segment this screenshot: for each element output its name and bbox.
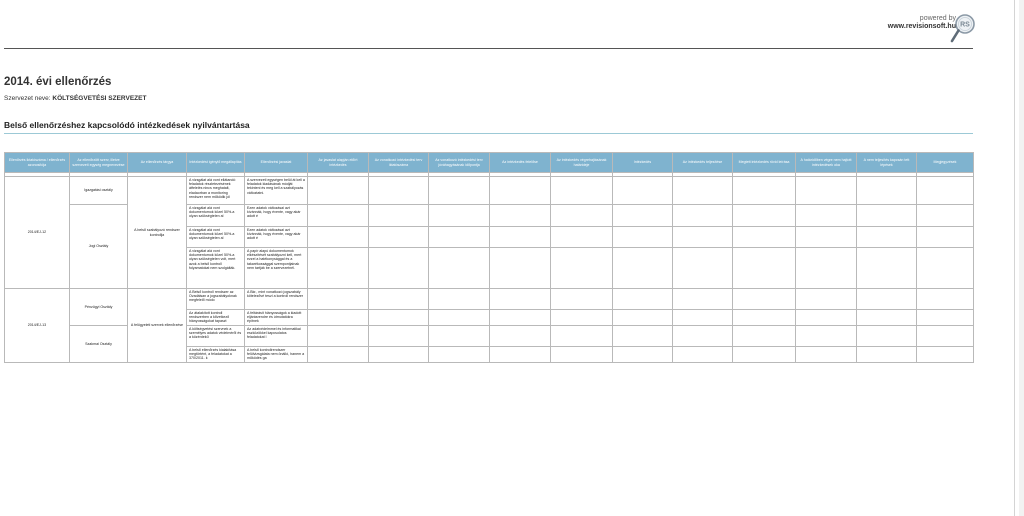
empty-cell [613,289,673,310]
col-header: Intézkedést igénylő megállapítás [187,153,245,173]
empty-cell [917,248,974,289]
powered-by-label: powered by [919,15,956,22]
empty-cell [429,227,490,248]
measures-table [4,152,974,363]
empty-cell [490,227,551,248]
empty-cell [796,347,857,363]
finding-cell: A vizsgálat alá vont dokumentumok közel 50%-a olyan szükségtelen al [187,227,245,248]
empty-cell [857,227,917,248]
empty-cell [733,347,796,363]
empty-cell [733,289,796,310]
col-header: Megtett intézkedés rövid leírása [733,153,796,173]
empty-cell [490,310,551,326]
empty-cell [551,227,613,248]
empty-cell [551,347,613,363]
recommendation-cell: Ezen adatok változásai azt kívánnák, hogy évente, vagy akár adott é [245,205,308,227]
empty-cell [613,326,673,347]
empty-cell [917,347,974,363]
empty-cell [673,248,733,289]
empty-cell [308,205,369,227]
brand-site-link[interactable]: www.revisionsoft.hu [887,23,956,30]
empty-cell [917,205,974,227]
empty-cell [917,289,974,310]
col-header: A nem teljesítés kapcsán tett lépések [857,153,917,173]
empty-cell [673,227,733,248]
col-header: Az intézkedés teljesítése [673,153,733,173]
finding-cell: Az átalakított kontroll rendszerben a kővetkező hiányosságokat tapaszt [187,310,245,326]
empty-cell [733,205,796,227]
col-header: Intézkedés [613,153,673,173]
unit-cell: Szakmai Osztály [70,326,128,363]
empty-cell [857,177,917,205]
empty-cell [857,310,917,326]
empty-cell [796,326,857,347]
page-title: 2014. évi ellenőrzés [4,76,112,88]
empty-cell [733,326,796,347]
col-header: Az intézkedés felelőse [490,153,551,173]
empty-cell [857,326,917,347]
brand-text [888,15,956,31]
empty-cell [673,205,733,227]
unit-cell: Jogi Osztály [70,205,128,289]
empty-cell [796,227,857,248]
section-divider [4,133,973,134]
empty-cell [857,289,917,310]
finding-cell: A költségvetési szervnek a személyes adatok védelméről és a közérdekű [187,326,245,347]
finding-cell: A belső ellenőrzés kialakítása megtörtént, a feladatokat a 370/2011. k [187,347,245,363]
finding-cell: A Belső kontroll rendszer az Ovadálsan a jogszabályoknak megfelelő módo [187,289,245,310]
col-header: Az vonatkozó intézkedési terv iktatószáma [369,153,429,173]
scroll-gutter [1019,0,1024,516]
magnifier-logo-icon [950,12,978,46]
empty-cell [733,310,796,326]
empty-cell [613,177,673,205]
empty-cell [917,227,974,248]
header-divider [4,48,973,49]
empty-cell [733,227,796,248]
empty-cell [796,289,857,310]
empty-cell [490,326,551,347]
empty-cell [429,248,490,289]
empty-cell [308,227,369,248]
empty-cell [917,177,974,205]
org-name: KÖLTSÉGVETÉSI SZERVEZET [52,95,147,102]
empty-cell [733,177,796,205]
empty-cell [551,289,613,310]
empty-cell [796,177,857,205]
empty-cell [369,289,429,310]
col-header: Az vonatkozó intézkedési terv jóváhagyásának időpontja [429,153,490,173]
unit-cell: Pénzügyi Osztály [70,289,128,326]
logo-text: RS [960,21,970,29]
empty-cell [490,347,551,363]
empty-cell [551,177,613,205]
org-label: Szervezet neve: [4,95,53,102]
empty-cell [857,205,917,227]
empty-cell [369,227,429,248]
empty-cell [308,310,369,326]
empty-cell [551,326,613,347]
col-header: Az ellenőrzött szerv, illetve szervezeti egység megnevezése [70,153,128,173]
brand-block [860,12,1000,48]
empty-cell [673,347,733,363]
recommendation-cell: A papír alapú dokumentumok elkészítését szabályozni kell, mert ezzel a hatékonysággal és a takarékossággal szempontjainak nem tartják be a szervezetnél. [245,248,308,289]
empty-cell [857,347,917,363]
finding-cell: A vizsgálat alá vont ellátandó feladatok részletezésének átfelelés nincs meghatalt, eladaorban a monitoring rendszer nem működik jól [187,177,245,205]
table-row [5,289,974,310]
recommendation-cell: Ezen adatok változásai azt kívánnák, hogy évente, vagy akár adott é [245,227,308,248]
empty-cell [733,248,796,289]
empty-cell [369,326,429,347]
page-right-border [1014,0,1015,516]
empty-cell [490,205,551,227]
empty-cell [857,248,917,289]
empty-cell [490,289,551,310]
col-header: Megjegyzések [917,153,974,173]
audit-id-cell: 2014/EJ-12 [5,177,70,289]
col-header: A határidőben végre nem hajtott intézkedések oka [796,153,857,173]
empty-cell [551,248,613,289]
table-row [5,177,974,205]
audit-subject-cell: A felügyeleti szervek ellenőrzése [128,289,187,363]
empty-cell [917,326,974,347]
empty-cell [429,347,490,363]
empty-cell [490,177,551,205]
recommendation-cell: A feltárásit hiányosságok a kiadott eljárásrendre és útmutatókra építnek [245,310,308,326]
recommendation-cell: A szervezeti egységen belül át kell a feladatok kiadásának módját tekinteni és meg kell a szabályozás változtatni. [245,177,308,205]
empty-cell [673,289,733,310]
empty-cell [796,248,857,289]
audit-subject-cell: A belső szabályozó rendszer kontrollja [128,177,187,289]
empty-cell [369,205,429,227]
empty-cell [613,248,673,289]
empty-cell [308,326,369,347]
col-header: Ellenőrzés iktatószáma / ellenőrzés azonosítója [5,153,70,173]
empty-cell [673,310,733,326]
empty-cell [308,289,369,310]
empty-cell [429,326,490,347]
recommendation-cell: A Bkr., mint vonatkozó jogszabály kötelezővé teszi a kontroll rendszer [245,289,308,310]
empty-cell [551,310,613,326]
col-header: Az ellenőrzés tárgya [128,153,187,173]
empty-cell [308,347,369,363]
empty-cell [673,177,733,205]
empty-cell [429,289,490,310]
recommendation-cell: Az adatvédelmmel és informatikai eszközökkel kapcsolatos feladatokat l [245,326,308,347]
audit-id-cell: 2014/EJ-13 [5,289,70,363]
organization-line [4,95,146,102]
col-header: Az javaslat alapján előírt intézkedés [308,153,369,173]
empty-cell [551,205,613,227]
empty-cell [369,248,429,289]
empty-cell [796,205,857,227]
empty-cell [429,205,490,227]
empty-cell [429,177,490,205]
empty-cell [308,177,369,205]
empty-cell [613,310,673,326]
empty-cell [613,227,673,248]
table-header-row [5,153,974,173]
recommendation-cell: A belső kontrollrendszer felülvizsgálata nem önálló, hanem a működés ga [245,347,308,363]
empty-cell [369,177,429,205]
col-header: Ellenőrzési javaslat [245,153,308,173]
empty-cell [673,326,733,347]
col-header: Az intézkedés végrehajtásának határideje [551,153,613,173]
empty-cell [369,347,429,363]
finding-cell: A vizsgálat alá vont dokumentumok közel 50%-a olyan szükségtelen al [187,205,245,227]
empty-cell [613,205,673,227]
unit-cell: Igazgatási osztály [70,177,128,205]
empty-cell [369,310,429,326]
finding-cell: A vizsgálat alá vont dokumentumok közel 50%-a olyan szükségtelen volt, mert azok a belső kontroll folyamatokat nem szolgálták. [187,248,245,289]
section-title: Belső ellenőrzéshez kapcsolódó intézkedések nyilvántartása [4,120,250,130]
empty-cell [917,310,974,326]
empty-cell [796,310,857,326]
empty-cell [429,310,490,326]
empty-cell [308,248,369,289]
empty-cell [490,248,551,289]
empty-cell [613,347,673,363]
